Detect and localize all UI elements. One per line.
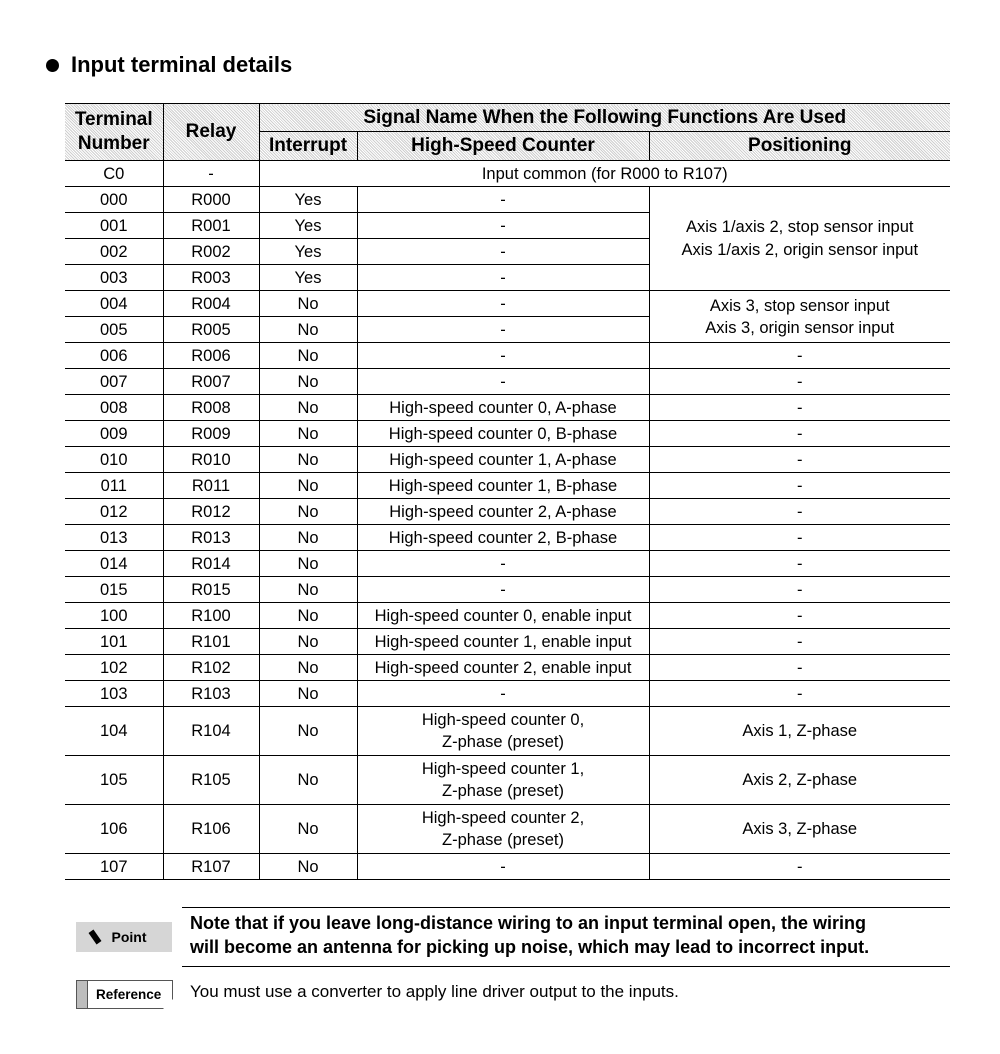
cell-terminal: 103 [65, 681, 163, 707]
point-note [190, 911, 950, 959]
cell-hsc: - [357, 239, 649, 265]
table-row [65, 187, 950, 213]
cell-input-common: Input common (for R000 to R107) [259, 161, 950, 187]
table-row [65, 343, 950, 369]
point-note-line: will become an antenna for picking up noise, which may lead to incorrect input. [190, 937, 870, 957]
point-note-line: Note that if you leave long-distance wiring to an input terminal open, the wiring [190, 913, 867, 933]
cell-terminal: 002 [65, 239, 163, 265]
cell-relay: R002 [163, 239, 259, 265]
cell-terminal: 105 [65, 756, 163, 805]
table-row [65, 629, 950, 655]
header-signal-group: Signal Name When the Following Functions Are Used [259, 104, 950, 132]
header-interrupt: Interrupt [259, 132, 357, 161]
positioning-line: Axis 3, stop sensor input [709, 296, 890, 315]
cell-hsc: - [357, 291, 649, 317]
cell-positioning: - [649, 473, 950, 499]
cell-relay: R015 [163, 577, 259, 603]
table-row [65, 473, 950, 499]
cell-positioning: - [649, 447, 950, 473]
cell-positioning: Axis 2, Z-phase [649, 756, 950, 805]
pencil-icon [88, 930, 101, 945]
cell-positioning: - [649, 369, 950, 395]
cell-interrupt: Yes [259, 239, 357, 265]
table-row [65, 369, 950, 395]
cell-positioning: - [649, 343, 950, 369]
table-row [65, 551, 950, 577]
cell-hsc: - [357, 551, 649, 577]
cell-terminal: 000 [65, 187, 163, 213]
cell-hsc: - [357, 854, 649, 880]
positioning-line: Axis 1/axis 2, stop sensor input [686, 217, 914, 236]
table-row [65, 291, 950, 317]
cell-relay: R009 [163, 421, 259, 447]
cell-positioning: - [649, 655, 950, 681]
cell-relay: R014 [163, 551, 259, 577]
cell-interrupt: No [259, 707, 357, 756]
cell-positioning: - [649, 551, 950, 577]
table-row [65, 525, 950, 551]
cell-hsc [357, 805, 649, 854]
cell-relay: R006 [163, 343, 259, 369]
cell-interrupt: No [259, 421, 357, 447]
cell-relay: R003 [163, 265, 259, 291]
positioning-line: Axis 1/axis 2, origin sensor input [681, 240, 919, 259]
cell-positioning: - [649, 577, 950, 603]
cell-interrupt: Yes [259, 187, 357, 213]
cell-terminal: 008 [65, 395, 163, 421]
cell-hsc: High-speed counter 1, B-phase [357, 473, 649, 499]
cell-hsc: - [357, 317, 649, 343]
cell-positioning: - [649, 629, 950, 655]
cell-terminal: 011 [65, 473, 163, 499]
cell-hsc: High-speed counter 0, A-phase [357, 395, 649, 421]
cell-positioning: - [649, 603, 950, 629]
cell-interrupt: No [259, 499, 357, 525]
cell-relay: R007 [163, 369, 259, 395]
cell-positioning: Axis 1, Z-phase [649, 707, 950, 756]
hsc-line: Z-phase (preset) [442, 782, 564, 800]
cell-hsc [357, 707, 649, 756]
hsc-line: High-speed counter 0, [421, 711, 585, 729]
cell-hsc: - [357, 265, 649, 291]
cell-relay: R005 [163, 317, 259, 343]
cell-terminal: 014 [65, 551, 163, 577]
reference-badge [76, 980, 173, 1009]
cell-interrupt: No [259, 756, 357, 805]
header-positioning: Positioning [649, 132, 950, 161]
cell-hsc: High-speed counter 1, enable input [357, 629, 649, 655]
cell-hsc: High-speed counter 2, B-phase [357, 525, 649, 551]
reference-note: You must use a converter to apply line driver output to the inputs. [190, 982, 679, 1001]
cell-positioning: Axis 3, Z-phase [649, 805, 950, 854]
point-divider-top [182, 907, 950, 908]
cell-terminal: 106 [65, 805, 163, 854]
page-fold-icon [163, 999, 173, 1009]
header-relay: Relay [163, 104, 259, 161]
cell-interrupt: No [259, 525, 357, 551]
section-heading-text: Input terminal details [71, 52, 293, 77]
cell-interrupt: No [259, 473, 357, 499]
cell-positioning: - [649, 854, 950, 880]
cell-interrupt: No [259, 577, 357, 603]
point-label: Point [111, 929, 147, 945]
cell-terminal: 001 [65, 213, 163, 239]
cell-relay: R001 [163, 213, 259, 239]
cell-interrupt: No [259, 551, 357, 577]
table-row [65, 756, 950, 805]
table-row [65, 395, 950, 421]
table-row [65, 805, 950, 854]
cell-interrupt: No [259, 395, 357, 421]
cell-terminal: 009 [65, 421, 163, 447]
cell-hsc: - [357, 187, 649, 213]
cell-relay: R004 [163, 291, 259, 317]
cell-relay: R102 [163, 655, 259, 681]
cell-terminal: 015 [65, 577, 163, 603]
cell-interrupt: No [259, 629, 357, 655]
table-row [65, 854, 950, 880]
cell-positioning: - [649, 681, 950, 707]
point-badge [76, 922, 172, 952]
cell-positioning: - [649, 499, 950, 525]
cell-relay: R012 [163, 499, 259, 525]
cell-relay: R104 [163, 707, 259, 756]
reference-tab-icon [77, 981, 88, 1008]
table-row [65, 681, 950, 707]
table-row [65, 447, 950, 473]
cell-terminal: 007 [65, 369, 163, 395]
cell-positioning: - [649, 525, 950, 551]
cell-terminal: 012 [65, 499, 163, 525]
table-row [65, 499, 950, 525]
cell-terminal: 101 [65, 629, 163, 655]
header-high-speed-counter: High-Speed Counter [357, 132, 649, 161]
cell-relay: - [163, 161, 259, 187]
table-row [65, 603, 950, 629]
cell-hsc: High-speed counter 2, A-phase [357, 499, 649, 525]
table-row [65, 707, 950, 756]
cell-interrupt: No [259, 369, 357, 395]
cell-interrupt: No [259, 655, 357, 681]
hsc-line: Z-phase (preset) [442, 733, 564, 751]
cell-hsc: High-speed counter 2, enable input [357, 655, 649, 681]
cell-terminal: 013 [65, 525, 163, 551]
bullet-icon [46, 59, 59, 72]
cell-terminal: 104 [65, 707, 163, 756]
cell-terminal: 006 [65, 343, 163, 369]
table-row [65, 161, 950, 187]
cell-relay: R106 [163, 805, 259, 854]
cell-interrupt: Yes [259, 265, 357, 291]
cell-hsc: - [357, 213, 649, 239]
header-terminal-number: Terminal Number [65, 104, 163, 161]
cell-positioning-group-2 [649, 291, 950, 343]
cell-relay: R000 [163, 187, 259, 213]
hsc-line: High-speed counter 1, [421, 760, 585, 778]
hsc-line: High-speed counter 2, [421, 809, 585, 827]
cell-hsc: - [357, 577, 649, 603]
hsc-line: Z-phase (preset) [442, 831, 564, 849]
cell-relay: R013 [163, 525, 259, 551]
positioning-line: Axis 3, origin sensor input [705, 318, 895, 337]
cell-relay: R107 [163, 854, 259, 880]
cell-terminal: 010 [65, 447, 163, 473]
cell-positioning-group-1 [649, 187, 950, 291]
cell-interrupt: No [259, 317, 357, 343]
cell-terminal: 005 [65, 317, 163, 343]
cell-interrupt: No [259, 805, 357, 854]
section-heading [46, 52, 292, 78]
cell-terminal: 003 [65, 265, 163, 291]
cell-terminal: 102 [65, 655, 163, 681]
cell-interrupt: No [259, 447, 357, 473]
cell-hsc: - [357, 681, 649, 707]
table-row [65, 421, 950, 447]
cell-terminal: 107 [65, 854, 163, 880]
cell-positioning: - [649, 421, 950, 447]
cell-relay: R010 [163, 447, 259, 473]
cell-interrupt: No [259, 854, 357, 880]
cell-interrupt: No [259, 681, 357, 707]
cell-relay: R008 [163, 395, 259, 421]
cell-terminal: 100 [65, 603, 163, 629]
cell-relay: R101 [163, 629, 259, 655]
input-terminal-table [65, 103, 950, 880]
point-divider-bottom [182, 966, 950, 967]
cell-interrupt: Yes [259, 213, 357, 239]
cell-terminal: C0 [65, 161, 163, 187]
cell-hsc: - [357, 343, 649, 369]
cell-interrupt: No [259, 291, 357, 317]
cell-relay: R100 [163, 603, 259, 629]
cell-hsc: High-speed counter 0, enable input [357, 603, 649, 629]
table-row [65, 655, 950, 681]
table-row [65, 577, 950, 603]
cell-terminal: 004 [65, 291, 163, 317]
cell-relay: R011 [163, 473, 259, 499]
cell-relay: R105 [163, 756, 259, 805]
cell-interrupt: No [259, 603, 357, 629]
reference-label: Reference [96, 987, 162, 1002]
cell-positioning: - [649, 395, 950, 421]
cell-hsc: High-speed counter 0, B-phase [357, 421, 649, 447]
cell-hsc [357, 756, 649, 805]
cell-hsc: High-speed counter 1, A-phase [357, 447, 649, 473]
cell-relay: R103 [163, 681, 259, 707]
cell-hsc: - [357, 369, 649, 395]
cell-interrupt: No [259, 343, 357, 369]
